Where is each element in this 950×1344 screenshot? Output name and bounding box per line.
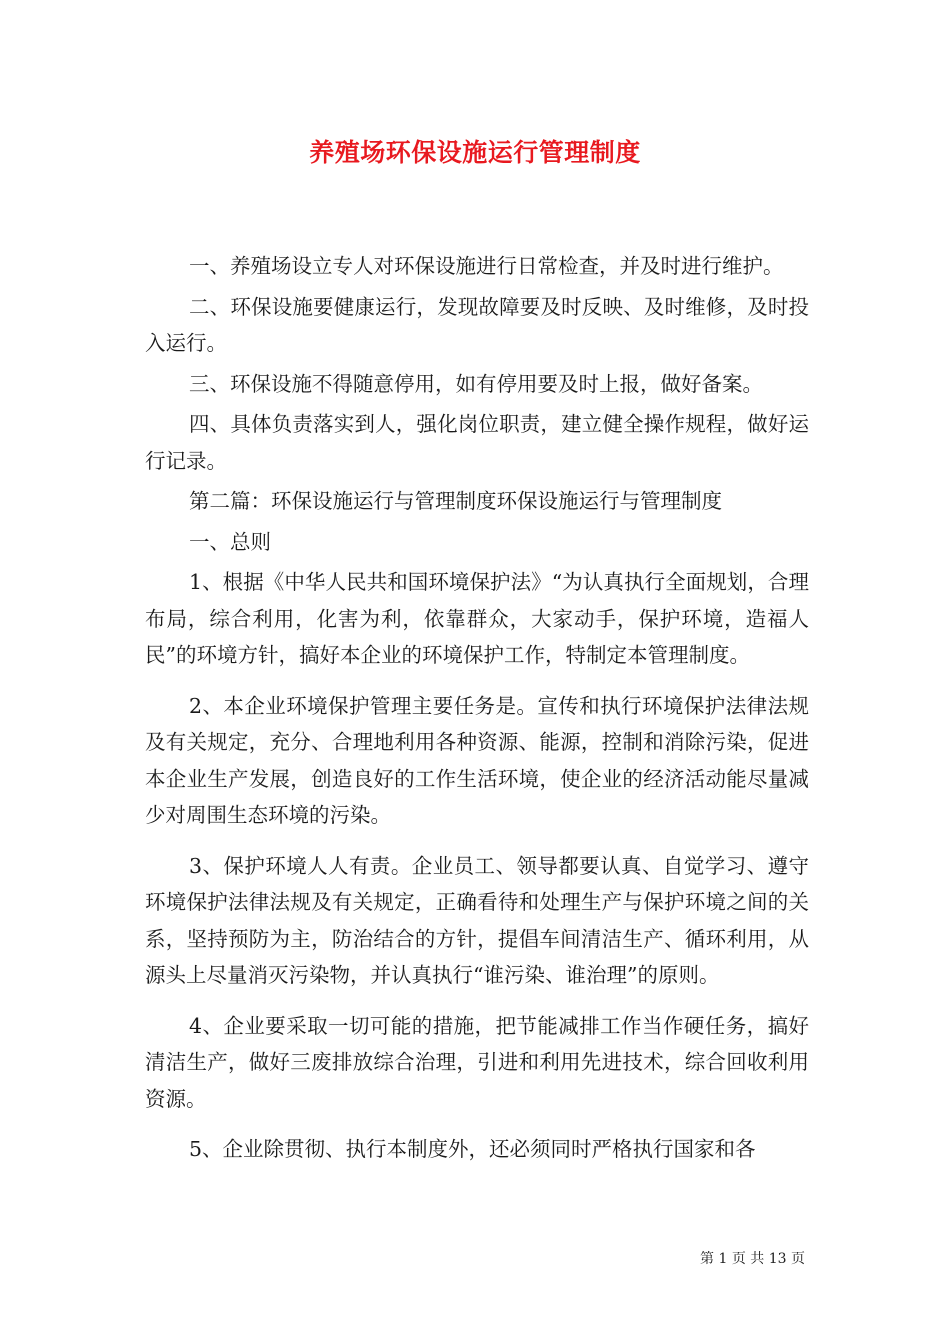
section-heading-second: 第二篇：环保设施运行与管理制度环保设施运行与管理制度 xyxy=(189,489,722,513)
paragraph-2: 二、环保设施要健康运行，发现故障要及时反映、及时维修，及时投入运行。 xyxy=(145,294,809,355)
clause-2: 2、本企业环境保护管理主要任务是。宣传和执行环境保护法律法规及有关规定，充分、合理地利用各种资源、能源，控制和消除污染，促进本企业生产发展，创造良好的工作生活环境，使企业的经济活动能尽量减少对周围生态环境的污染。 xyxy=(145,693,809,827)
clause-5: 5、企业除贯彻、执行本制度外，还必须同时严格执行国家和各 xyxy=(189,1137,756,1161)
document-body xyxy=(145,248,809,1168)
clause-3: 3、保护环境人人有责。企业员工、领导都要认真、自觉学习、遵守环境保护法律法规及有关规定，正确看待和处理生产与保护环境之间的关系，坚持预防为主，防治结合的方针，提倡车间清洁生产、循环利用，从源头上尽量消灭污染物，并认真执行“谁污染、谁治理”的原则。 xyxy=(145,853,809,987)
clause-4: 4、企业要采取一切可能的措施，把节能减排工作当作硬任务，搞好清洁生产，做好三废排放综合治理，引进和利用先进技术，综合回收利用资源。 xyxy=(145,1013,809,1111)
page-number-footer: 第 1 页 共 13 页 xyxy=(700,1251,805,1267)
paragraph-4: 四、具体负责落实到人，强化岗位职责，建立健全操作规程，做好运行记录。 xyxy=(145,412,809,473)
clause-1: 1、根据《中华人民共和国环境保护法》“为认真执行全面规划，合理布局，综合利用，化害为利，依靠群众，大家动手，保护环境，造福人民”的环境方针，搞好本企业的环境保护工作，特制定本管理制度。 xyxy=(145,570,809,667)
section-heading-general: 一、总则 xyxy=(189,529,271,554)
paragraph-3: 三、环保设施不得随意停用，如有停用要及时上报，做好备案。 xyxy=(189,371,763,396)
paragraph-1: 一、养殖场设立专人对环保设施进行日常检查，并及时进行维护。 xyxy=(189,254,784,278)
document-title: 养殖场环保设施运行管理制度 xyxy=(309,138,641,167)
